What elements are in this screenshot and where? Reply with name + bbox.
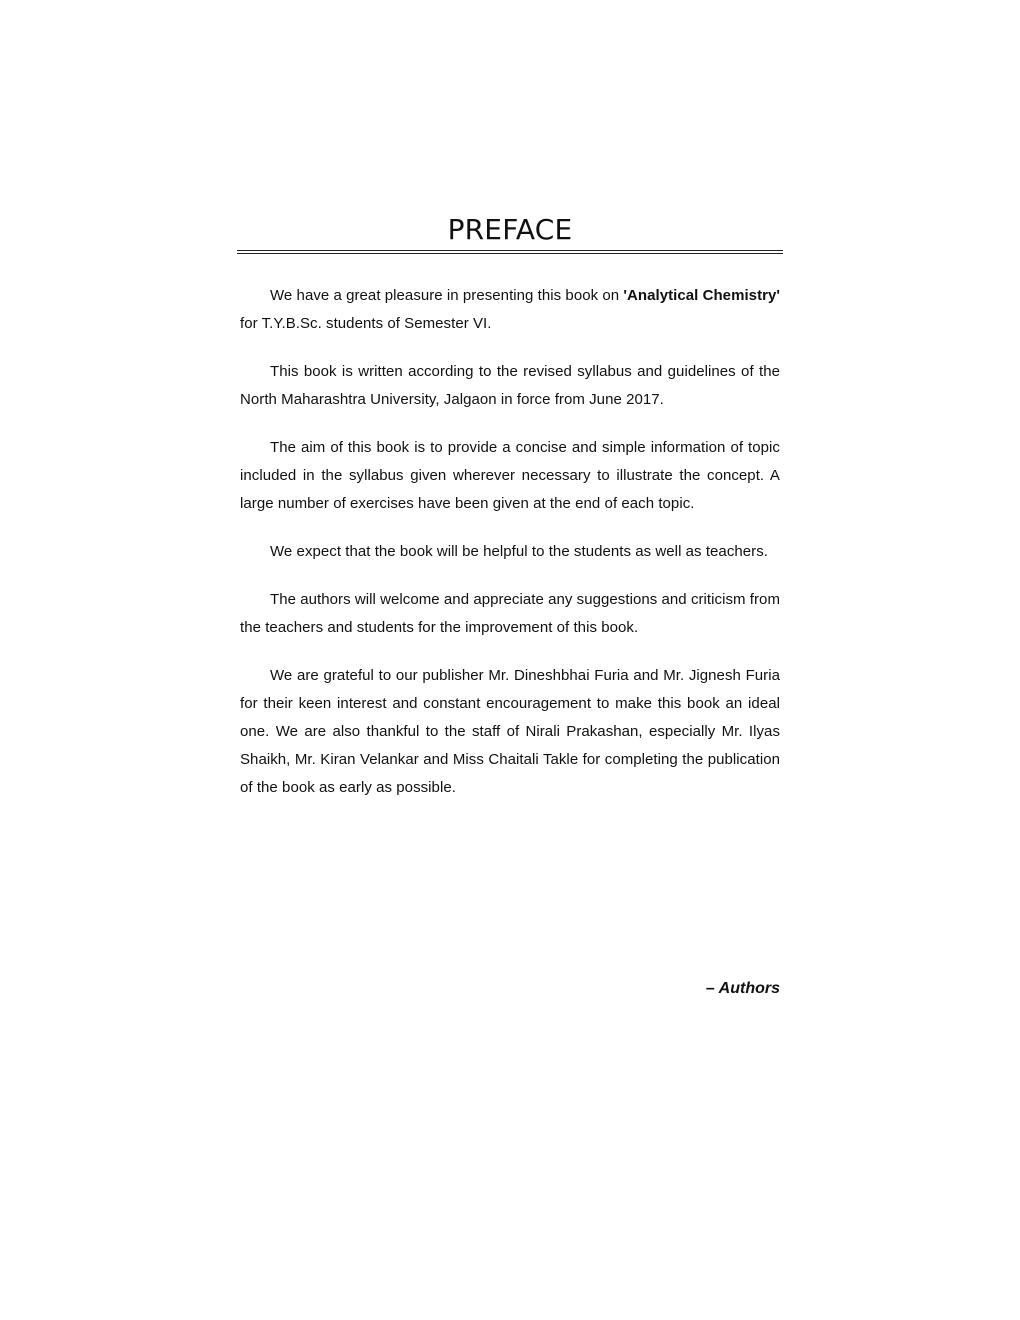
paragraph-4: We expect that the book will be helpful to the students as well as teachers. — [270, 543, 768, 560]
paragraph-1 — [240, 282, 780, 338]
paragraph-3: The aim of this book is to provide a concise and simple information of topic included in the syllabus given wherever necessary to illustrate the concept. A large number of exercises have been given at the end of each topic. — [240, 439, 780, 512]
title-double-rule — [237, 250, 783, 254]
book-title-emphasis: 'Analytical Chemistry' — [623, 287, 781, 304]
paragraph-6: We are grateful to our publisher Mr. Dineshbhai Furia and Mr. Jignesh Furia for their keen interest and constant encouragement to make this book an ideal one. We are also thankful to the staff of Nirali Prakashan, especially Mr. Ilyas Shaikh, Mr. Kiran Velankar and Miss Chaitali Takle for completing the publication of the book as early as possible. — [240, 667, 780, 796]
paragraph-1-lead: We have a great pleasure in presenting this book on — [270, 287, 624, 304]
authors-signature: – Authors — [705, 980, 780, 997]
paragraph-2: This book is written according to the revised syllabus and guidelines of the North Maharashtra University, Jalgaon in force from June 2017. — [240, 363, 780, 408]
preface-body — [240, 282, 780, 822]
paragraph-1-tail: for T.Y.B.Sc. students of Semester VI. — [240, 315, 492, 332]
page-title: PREFACE — [447, 213, 573, 246]
paragraph-5: The authors will welcome and appreciate any suggestions and criticism from the teachers and students for the improvement of this book. — [240, 591, 780, 636]
